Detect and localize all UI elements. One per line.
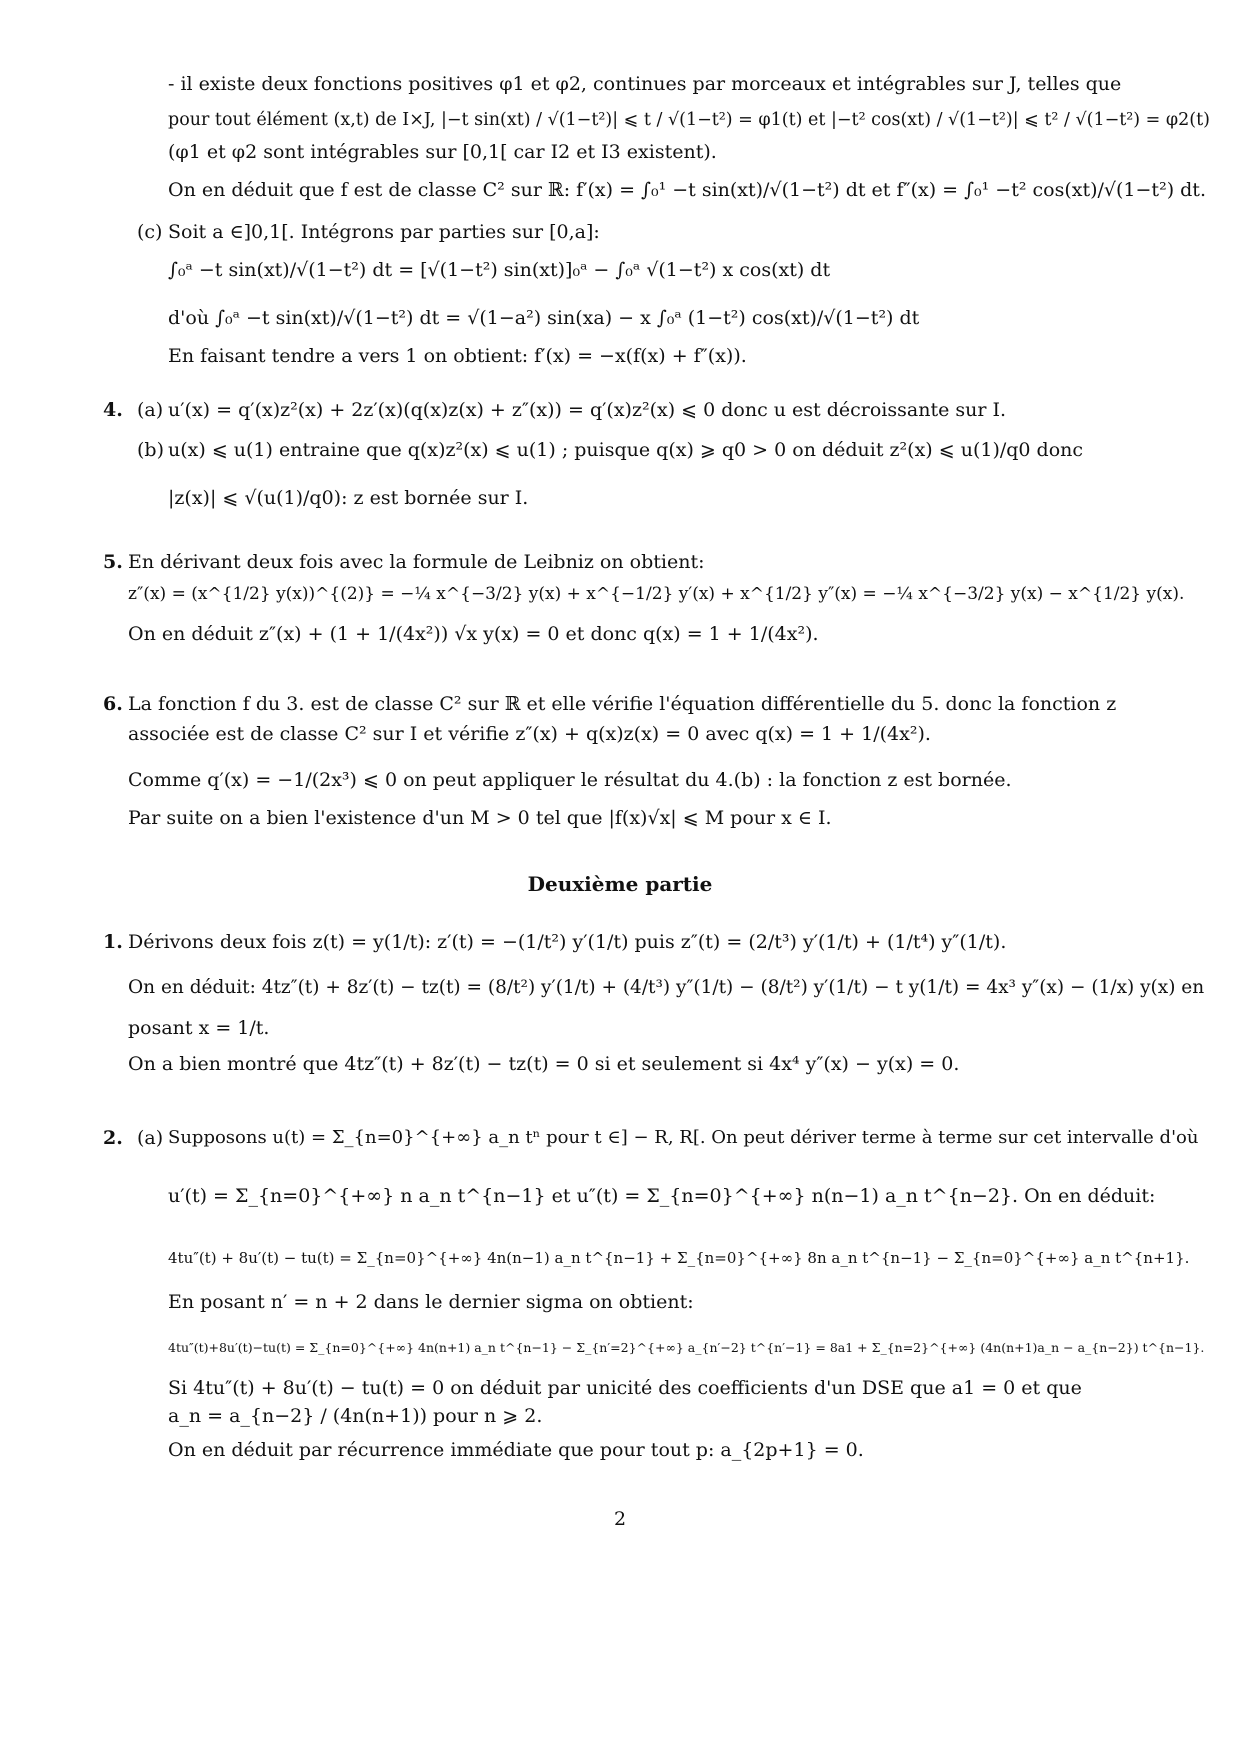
- q5-number: 5.: [103, 551, 123, 573]
- p2-q1-line-4: On a bien montré que 4tz″(t) + 8z′(t) − tz(t) = 0 si et seulement si 4x⁴ y″(x) − y(x) = 0.: [128, 1053, 960, 1075]
- p2-q1-line-3: posant x = 1/t.: [128, 1017, 270, 1039]
- p2-q2-number: 2.: [103, 1127, 123, 1149]
- p2-q2a-line-5: 4tu″(t)+8u′(t)−tu(t) = Σ_{n=0}^{+∞} 4n(n+1) a_n t^{n−1} − Σ_{n′=2}^{+∞} a_{n′−2} t^{n′−1} = 8a1 + Σ_{n=2}^{+∞} (4n(n+1)a_n − a_{n−2}) t^{n−1}.: [168, 1340, 1205, 1355]
- q4-number: 4.: [103, 399, 123, 421]
- q3b-line-1: - il existe deux fonctions positives φ1 et φ2, continues par morceaux et intégrables sur J, telles que: [168, 73, 1122, 95]
- q6-line-2: associée est de classe C² sur I et vérifie z″(x) + q(x)z(x) = 0 avec q(x) = 1 + 1/(4x²).: [128, 723, 931, 745]
- q3b-line-4: On en déduit que f est de classe C² sur ℝ: f′(x) = ∫₀¹ −t sin(xt)/√(1−t²) dt et f″(x) = ∫₀¹ −t² cos(xt)/√(1−t²) dt.: [168, 179, 1206, 201]
- q3b-line-2: pour tout élément (x,t) de I×J, |−t sin(xt) / √(1−t²)| ⩽ t / √(1−t²) = φ1(t) et |−t² cos(xt) / √(1−t²)| ⩽ t² / √(1−t²) = φ2(t): [168, 110, 1210, 130]
- q5-line-3: On en déduit z″(x) + (1 + 1/(4x²)) √x y(x) = 0 et donc q(x) = 1 + 1/(4x²).: [128, 623, 819, 645]
- p2-q2a-line-6: Si 4tu″(t) + 8u′(t) − tu(t) = 0 on déduit par unicité des coefficients d'un DSE que a1 = 0 et que: [168, 1377, 1082, 1399]
- p2-q2a-label: (a): [137, 1127, 164, 1149]
- page-number: 2: [613, 1508, 627, 1530]
- q4b-line-1: u(x) ⩽ u(1) entraine que q(x)z²(x) ⩽ u(1) ; puisque q(x) ⩾ q0 > 0 on déduit z²(x) ⩽ u(1)/q0 donc: [168, 439, 1084, 461]
- p2-q1-number: 1.: [103, 931, 123, 953]
- q3c-line-3: d'où ∫₀ᵃ −t sin(xt)/√(1−t²) dt = √(1−a²) sin(xa) − x ∫₀ᵃ (1−t²) cos(xt)/√(1−t²) dt: [168, 307, 920, 329]
- p2-q1-line-2: On en déduit: 4tz″(t) + 8z′(t) − tz(t) = (8/t²) y′(1/t) + (4/t³) y″(1/t) − (8/t²) y′(1/t) − t y(1/t) = 4x³ y″(x) − (1/x) y(x) en: [128, 977, 1205, 998]
- q3c-line-4: En faisant tendre a vers 1 on obtient: f′(x) = −x(f(x) + f″(x)).: [168, 345, 747, 367]
- q4b-line-2: |z(x)| ⩽ √(u(1)/q0): z est bornée sur I.: [168, 487, 529, 509]
- q3c-label: (c): [137, 221, 163, 243]
- q6-number: 6.: [103, 693, 123, 715]
- q4b-label: (b): [137, 439, 164, 461]
- q3b-line-3: (φ1 et φ2 sont intégrables sur [0,1[ car I2 et I3 existent).: [168, 141, 717, 163]
- q6-line-4: Par suite on a bien l'existence d'un M > 0 tel que |f(x)√x| ⩽ M pour x ∈ I.: [128, 807, 832, 829]
- p2-q2a-line-8: On en déduit par récurrence immédiate que pour tout p: a_{2p+1} = 0.: [168, 1439, 864, 1461]
- q4a-label: (a): [137, 399, 164, 421]
- q5-line-2: z″(x) = (x^{1/2} y(x))^{(2)} = −¼ x^{−3/2} y(x) + x^{−1/2} y′(x) + x^{1/2} y″(x) = −¼ x^{−3/2} y(x) − x^{1/2} y(x).: [128, 584, 1185, 604]
- q3c-line-2: ∫₀ᵃ −t sin(xt)/√(1−t²) dt = [√(1−t²) sin(xt)]₀ᵃ − ∫₀ᵃ √(1−t²) x cos(xt) dt: [168, 259, 831, 281]
- q3c-line-1: Soit a ∈]0,1[. Intégrons par parties sur [0,a]:: [168, 221, 600, 243]
- p2-q2a-line-2: u′(t) = Σ_{n=0}^{+∞} n a_n t^{n−1} et u″(t) = Σ_{n=0}^{+∞} n(n−1) a_n t^{n−2}. On en déduit:: [168, 1185, 1156, 1207]
- q5-line-1: En dérivant deux fois avec la formule de Leibniz on obtient:: [128, 551, 705, 573]
- section-heading: Deuxième partie: [527, 872, 713, 896]
- p2-q1-line-1: Dérivons deux fois z(t) = y(1/t): z′(t) = −(1/t²) y′(1/t) puis z″(t) = (2/t³) y′(1/t) + (1/t⁴) y″(1/t).: [128, 931, 1007, 953]
- q4a-text: u′(x) = q′(x)z²(x) + 2z′(x)(q(x)z(x) + z″(x)) = q′(x)z²(x) ⩽ 0 donc u est décroissante sur I.: [168, 399, 1007, 421]
- p2-q2a-line-3: 4tu″(t) + 8u′(t) − tu(t) = Σ_{n=0}^{+∞} 4n(n−1) a_n t^{n−1} + Σ_{n=0}^{+∞} 8n a_n t^{n−1} − Σ_{n=0}^{+∞} a_n t^{n+1}.: [168, 1249, 1190, 1267]
- p2-q2a-line-7: a_n = a_{n−2} / (4n(n+1)) pour n ⩾ 2.: [168, 1405, 543, 1427]
- q6-line-3: Comme q′(x) = −1/(2x³) ⩽ 0 on peut appliquer le résultat du 4.(b) : la fonction z est bornée.: [128, 769, 1012, 791]
- p2-q2a-line-4: En posant n′ = n + 2 dans le dernier sigma on obtient:: [168, 1291, 694, 1313]
- q6-line-1: La fonction f du 3. est de classe C² sur ℝ et elle vérifie l'équation différentielle du 5. donc la fonction z: [128, 693, 1117, 715]
- p2-q2a-line-1: Supposons u(t) = Σ_{n=0}^{+∞} a_n tⁿ pour t ∈] − R, R[. On peut dériver terme à terme sur cet intervalle d'où: [168, 1127, 1199, 1148]
